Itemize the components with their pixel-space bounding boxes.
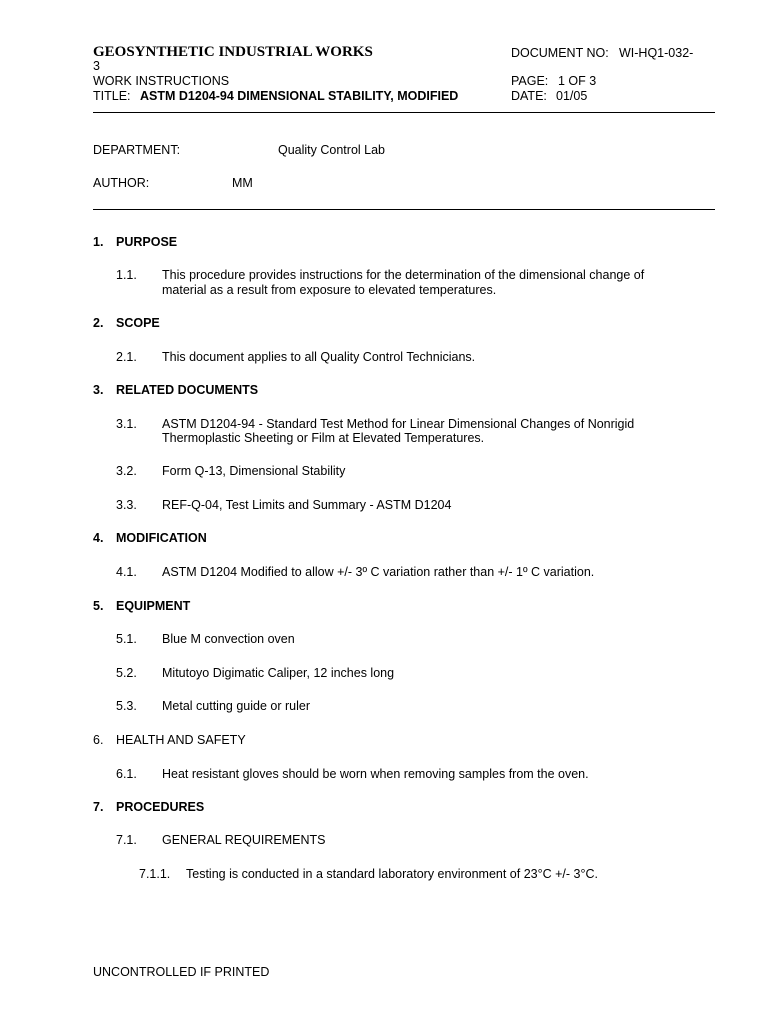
department-label: DEPARTMENT: [93,143,181,157]
item-text-continued: Thermoplastic Sheeting or Film at Elevated Temperatures. [162,431,485,445]
page-label: PAGE: [511,74,549,88]
item-text-continued: material as a result from exposure to elevated temperatures. [162,283,497,297]
department-value: Quality Control Lab [278,143,386,157]
section-number: 1. [93,235,104,249]
item-number: 7.1. [116,833,137,847]
item-text: This document applies to all Quality Control Technicians. [162,350,476,364]
item-text: Heat resistant gloves should be worn when removing samples from the oven. [162,767,589,781]
section-heading-purpose: PURPOSE [116,235,178,249]
item-number: 5.1. [116,632,137,646]
section-number: 6. [93,733,104,747]
section-number: 7. [93,800,104,814]
item-number: 5.2. [116,666,137,680]
company-name: GEOSYNTHETIC INDUSTRIAL WORKS [93,44,373,60]
item-number: 5.3. [116,699,137,713]
document-number-continued: 3 [93,59,100,73]
date-label: DATE: [511,89,547,103]
document-number-label: DOCUMENT NO: [511,46,609,60]
document-title: ASTM D1204-94 DIMENSIONAL STABILITY, MODIFIED [140,89,459,103]
section-heading-related-documents: RELATED DOCUMENTS [116,383,259,397]
section-number: 4. [93,531,104,545]
item-number: 2.1. [116,350,137,364]
title-label: TITLE: [93,89,131,103]
item-text: REF-Q-04, Test Limits and Summary - ASTM D1204 [162,498,452,512]
author-value: MM [232,176,253,190]
footer-notice: UNCONTROLLED IF PRINTED [93,965,270,979]
section-number: 5. [93,599,104,613]
date-value: 01/05 [556,89,588,103]
section-heading-equipment: EQUIPMENT [116,599,191,613]
section-heading-scope: SCOPE [116,316,160,330]
item-text: ASTM D1204-94 - Standard Test Method for Linear Dimensional Changes of Nonrigid [162,417,635,431]
item-number: 4.1. [116,565,137,579]
item-number: 1.1. [116,268,137,282]
item-text: GENERAL REQUIREMENTS [162,833,326,847]
item-number: 3.1. [116,417,137,431]
subitem-number: 7.1.1. [139,867,171,881]
page-value: 1 OF 3 [558,74,597,88]
section-number: 2. [93,316,104,330]
item-number: 6.1. [116,767,137,781]
item-text: ASTM D1204 Modified to allow +/- 3º C variation rather than +/- 1º C variation. [162,565,595,579]
item-number: 3.3. [116,498,137,512]
author-label: AUTHOR: [93,176,150,190]
section-heading-procedures: PROCEDURES [116,800,205,814]
meta-divider [93,209,715,210]
item-number: 3.2. [116,464,137,478]
subitem-text: Testing is conducted in a standard laboratory environment of 23°C +/- 3°C. [186,867,598,881]
item-text: Mitutoyo Digimatic Caliper, 12 inches long [162,666,395,680]
item-text: Blue M convection oven [162,632,295,646]
document-category: WORK INSTRUCTIONS [93,74,230,88]
item-text: Metal cutting guide or ruler [162,699,310,713]
item-text: Form Q-13, Dimensional Stability [162,464,346,478]
section-heading-modification: MODIFICATION [116,531,207,545]
header-divider [93,112,715,113]
item-text: This procedure provides instructions for the determination of the dimensional change of [162,268,645,282]
section-heading-health-and-safety: HEALTH AND SAFETY [116,733,246,747]
document-number-value: WI-HQ1-032- [619,46,694,60]
section-number: 3. [93,383,104,397]
